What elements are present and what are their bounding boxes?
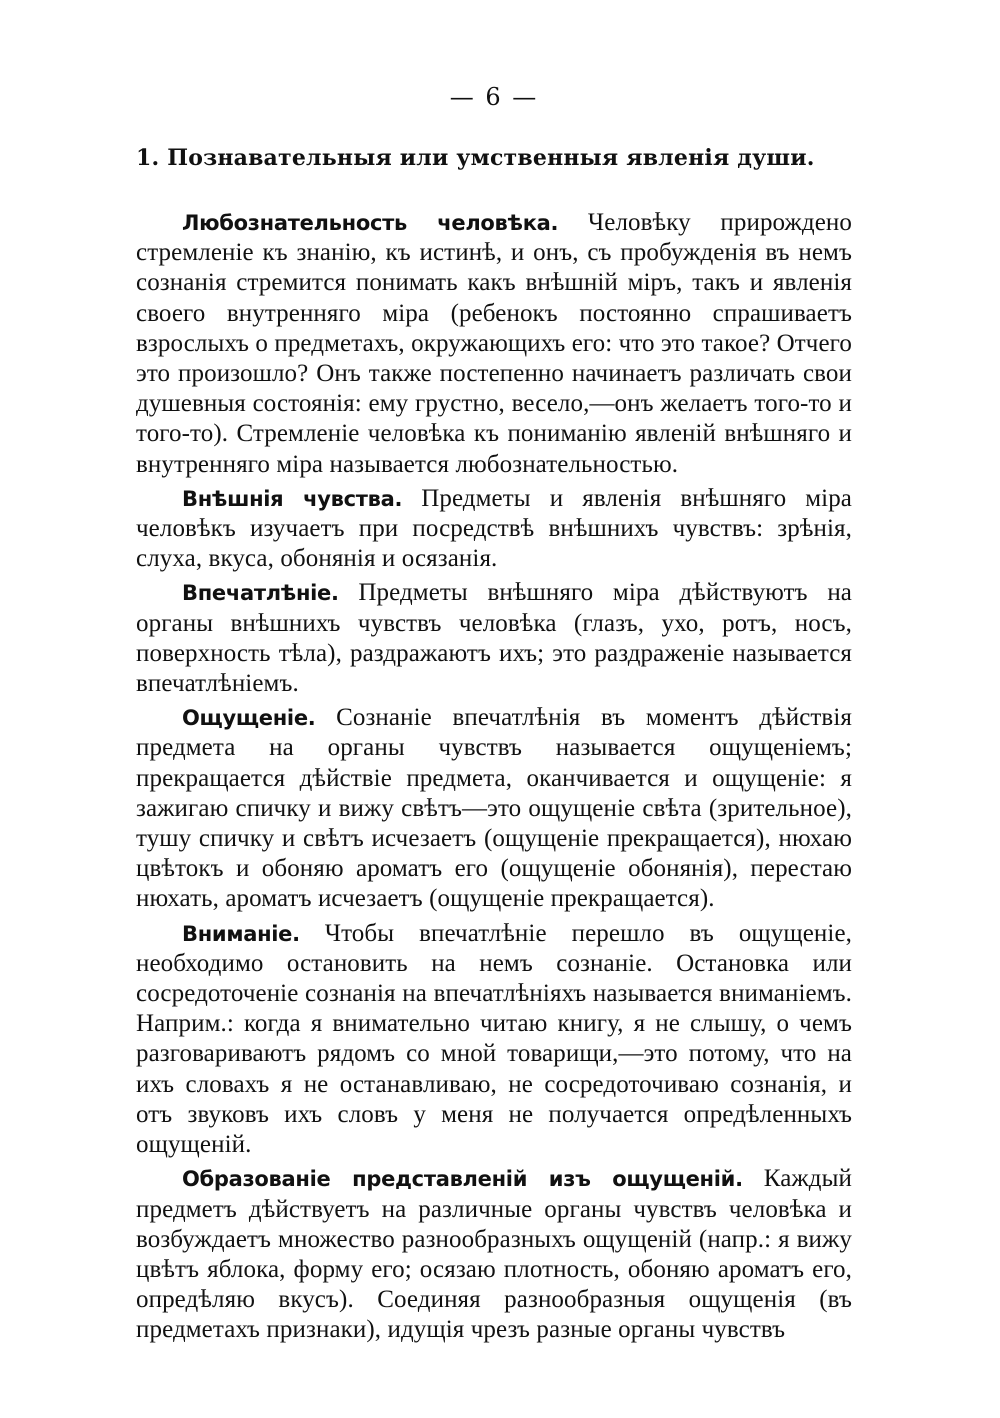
paragraph-heading: Впечатлѣніе. <box>182 581 339 606</box>
paragraph-text: Человѣку прирождено стремленіе къ знанію, къ истинѣ, и онъ, съ пробужденія въ немъ сознанія стремится понимать какъ внѣшній міръ, такъ и явленія своего внутренняго міра (ребенокъ постоянно спрашиваетъ взрослыхъ о предметахъ, окружающихъ его: что это такое? Отчего это произошло? Онъ также постепенно начинаетъ различать свои душевныя состоянія: ему грустно, весело,—онъ желаетъ того-то и того-то). Стремленіе человѣка къ пониманію явленій внѣшняго и внутренняго міра называется любознательностью. <box>136 209 852 478</box>
paragraph-sensation <box>136 703 852 914</box>
paragraph-curiosity <box>136 208 852 480</box>
paragraph-heading: Вниманіе. <box>182 921 300 946</box>
paragraph-representations <box>136 1164 852 1345</box>
paragraph-text: Предметы внѣшняго міра дѣйствуютъ на органы внѣшнихъ чувствъ человѣка (глазъ, ухо, ротъ, носъ, поверхность тѣла), раздражаютъ ихъ; это раздраженіе называется впечатлѣніемъ. <box>136 579 852 698</box>
section-title: 1. Познавательныя или умственныя явленія души. <box>136 145 815 171</box>
paragraph-heading: Образованіе представленій изъ ощущеній. <box>182 1167 743 1192</box>
paragraph-text: Чтобы впечатлѣніе перешло въ ощущеніе, необходимо остановить на немъ сознаніе. Остановка или сосредоточеніе сознанія на впечатлѣніяхъ называется вниманіемъ. Наприм.: когда я внимательно читаю книгу, я не слышу, о чемъ разговариваютъ рядомъ со мной товарищи,—это потому, что на ихъ словахъ я не останавливаю, не сосредоточиваю сознанія, и отъ звуковъ ихъ словъ у меня не получается опредѣленныхъ ощущеній. <box>136 919 852 1159</box>
paragraph-text: Каждый предметъ дѣйствуетъ на различные органы чувствъ человѣка и возбуждаетъ множество разнообразныхъ ощущеній (напр.: я вижу цвѣтъ яблока, форму его; осязаю плотность, обоняю ароматъ его, опредѣляю вкусъ). Соединяя разнообразныя ощущенія (въ предметахъ признаки), идущія чрезъ разные органы чувствъ <box>136 1165 852 1344</box>
paragraph-text: Предметы и явленія внѣшняго міра человѣкъ изучаетъ при посредствѣ внѣшнихъ чувствъ: зрѣнія, слуха, вкуса, обонянія и осязанія. <box>136 484 852 573</box>
paragraph-external-senses <box>136 484 852 575</box>
paragraph-heading: Внѣшнія чувства. <box>182 486 403 511</box>
book-page <box>136 80 852 1346</box>
paragraph-heading: Любознательность человѣка. <box>182 211 559 235</box>
paragraph-text: Сознаніе впечатлѣнія въ моментъ дѣйствія предмета на органы чувствъ называется ощущеніемъ; прекращается дѣйствіе предмета, оканчивается и ощущеніе: я зажигаю спичку и вижу свѣтъ—это ощущеніе свѣта (зрительное), тушу спичку и свѣтъ исчезаетъ (ощущеніе прекращается), нюхаю цвѣтокъ и обоняю ароматъ его (ощущеніе обонянія), перестаю нюхать, ароматъ исчезаетъ (ощущеніе прекращается). <box>136 704 852 913</box>
page-number: — 6 — <box>449 83 539 111</box>
paragraph-heading: Ощущеніе. <box>182 706 316 731</box>
paragraph-attention <box>136 919 852 1161</box>
paragraph-impression <box>136 578 852 699</box>
